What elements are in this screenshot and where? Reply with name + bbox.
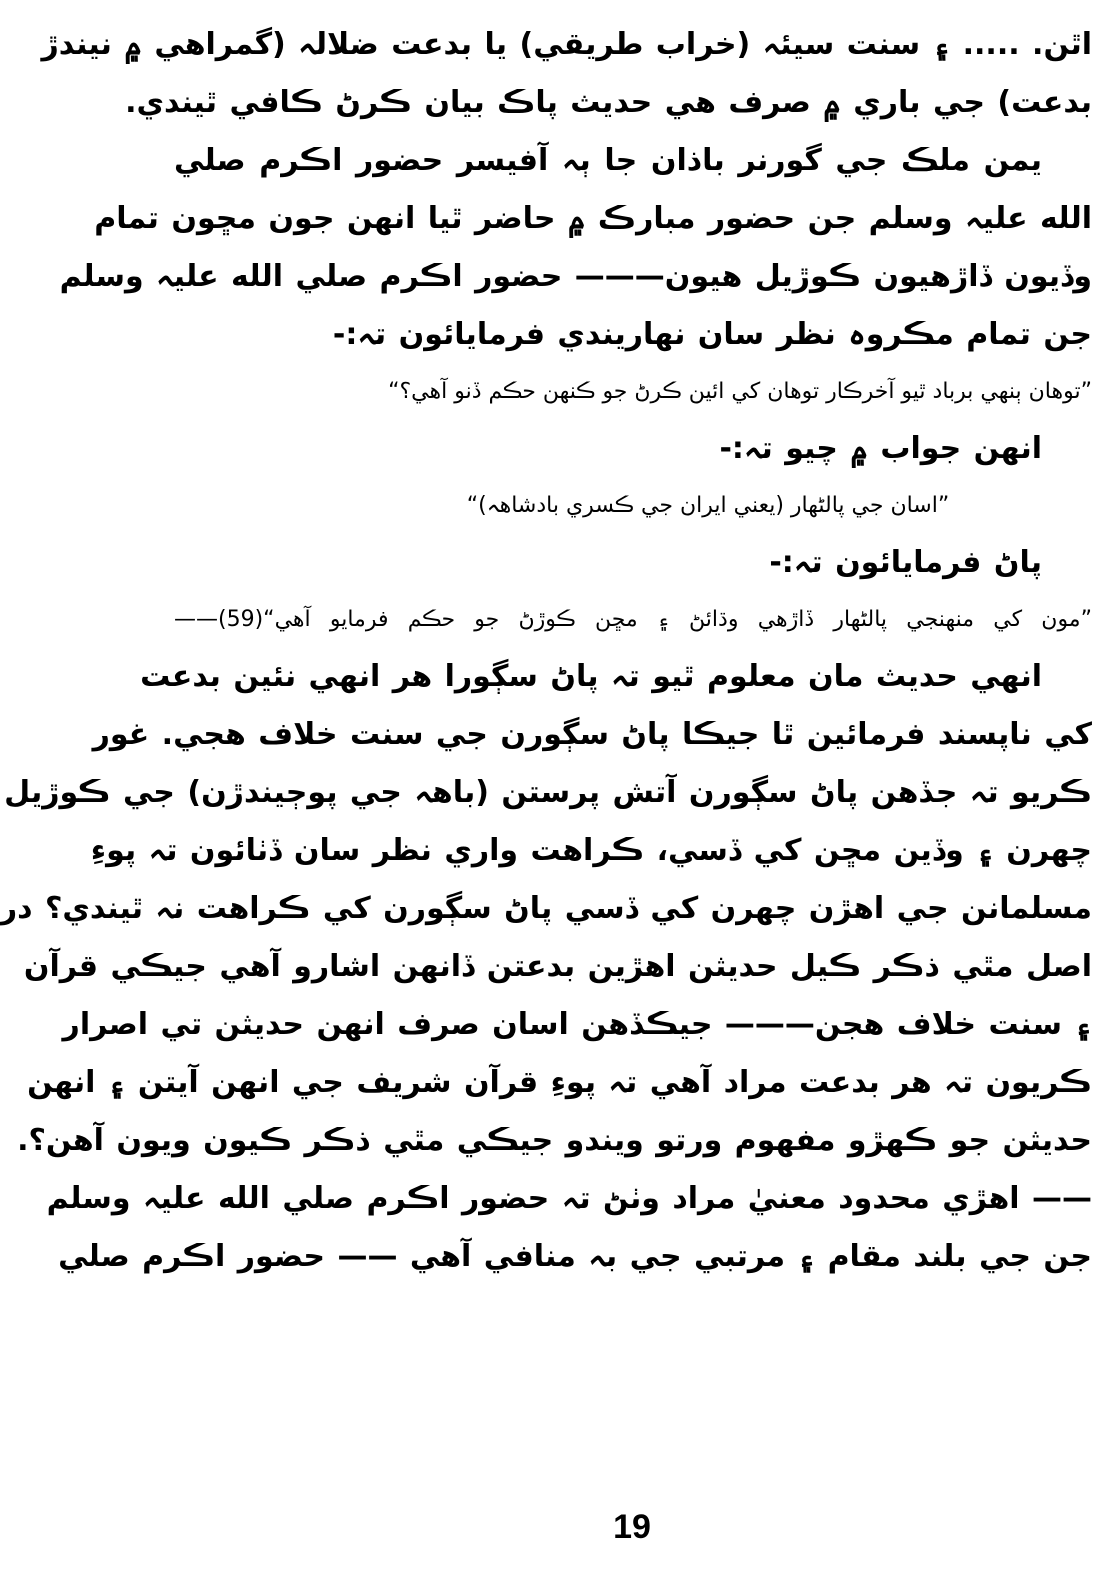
text-line: مسلمانن جي اهڙن چهرن کي ڏسي پاڻ سڳورن کي ڪراهت نہ ٿيندي؟ در [0,891,1092,926]
text-line: اصل مٿي ذڪر ڪيل حديثن اهڙين بدعتن ڏانهن اشارو آهي جيڪي قرآن [23,949,1092,984]
text-line: کي ناپسند فرمائين ٿا جيڪا پاڻ سڳورن جي سنت خلاف هجي. غور [92,717,1092,752]
text-line: ۽ سنت خلاف هجن——— جيڪڏهن اسان صرف انهن حديثن تي اصرار [62,1007,1092,1042]
text-line: بدعت) جي باري ۾ صرف هي حديث پاڪ بيان ڪرڻ ڪافي ٿيندي. [125,85,1092,120]
quote-line: ”مون کي منهنجي پالڻهار ڏاڙهي وڌائڻ ۽ مڇن ڪوڙڻ جو حڪم فرمايو آهي“(59)—— [174,607,1092,632]
text-line: جن تمام مڪروہ نظر سان نهاريندي فرمايائون تہ:- [332,317,1092,352]
text-line: —— اهڙي محدود معنيٰ مراد وٺڻ تہ حضور اڪرم صلي الله عليہ وسلم [46,1181,1092,1216]
text-line: ڪريون تہ هر بدعت مراد آهي تہ پوءِ قرآن شريف جي انهن آيتن ۽ انهن [27,1065,1092,1100]
page-body [0,16,1092,1316]
text-line: پاڻ فرمايائون تہ:- [769,545,1042,580]
text-line: الله عليہ وسلم جن حضور مبارڪ ۾ حاضر ٿيا انهن جون مڇون تمام [94,201,1092,236]
text-line: اٿن. ..... ۽ سنت سيئہ (خراب طريقي) يا بدعت ضلالہ (گمراهي ۾ نيندڙ [41,27,1092,62]
text-line: حديثن جو ڪهڙو مفهوم ورتو ويندو جيڪي مٿي ذڪر ڪيون ويون آهن؟. [17,1123,1092,1158]
page-number: 19 [613,1508,651,1546]
quote-line: ”اسان جي پالڻهار (يعني ايران جي ڪسري بادشاهہ)“ [466,493,950,518]
text-line: انهن جواب ۾ چيو تہ:- [719,431,1042,466]
text-line: انهي حديث مان معلوم ٿيو تہ پاڻ سڳورا هر انهي نئين بدعت [140,659,1042,694]
quote-line: ”توهان ٻنهي برباد ٿيو آخرڪار توهان کي ائين ڪرڻ جو ڪنهن حڪم ڏنو آهي؟“ [388,379,1092,404]
text-line: ڪريو تہ جڏهن پاڻ سڳورن آتش پرستن (باهہ جي پوڄيندڙن) جي ڪوڙيل [4,775,1092,810]
text-line: وڏيون ڏاڙهيون ڪوڙيل هيون——— حضور اڪرم صلي الله عليہ وسلم [59,259,1092,294]
text-line: جن جي بلند مقام ۽ مرتبي جي بہ منافي آهي —— حضور اڪرم صلي [58,1239,1092,1274]
text-line: يمن ملڪ جي گورنر باذان جا ٻہ آفيسر حضور اڪرم صلي [174,143,1042,178]
text-line: چهرن ۽ وڏين مڇن کي ڏسي، ڪراهت واري نظر سان ڏٺائون تہ پوءِ [90,833,1092,868]
